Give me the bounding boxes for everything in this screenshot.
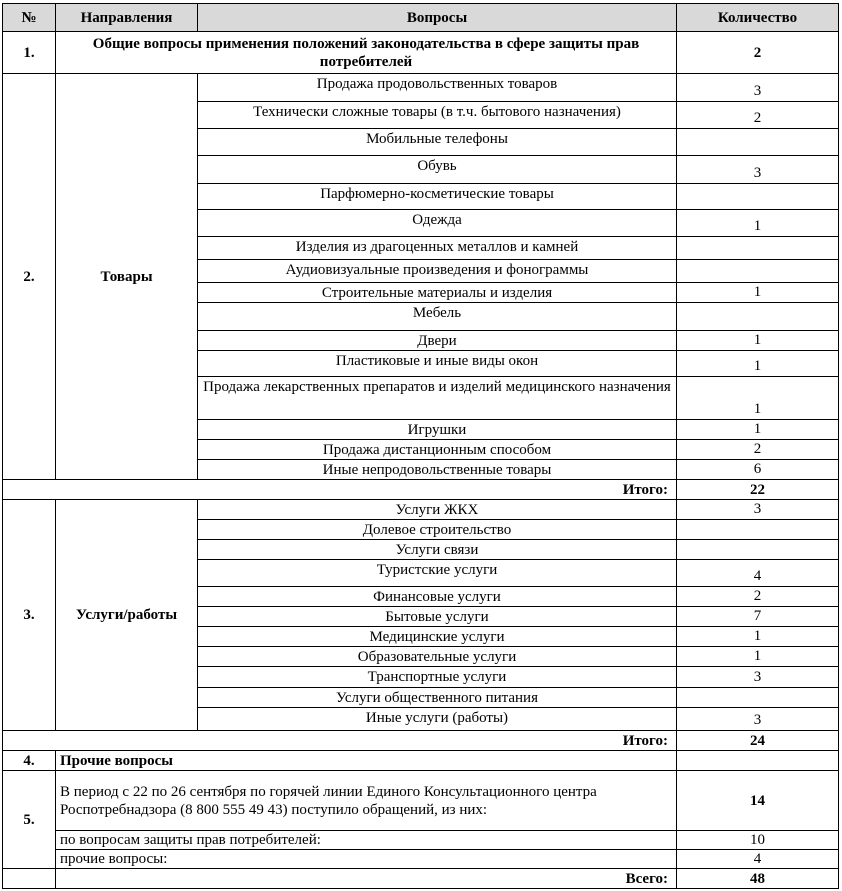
- table-row: [3, 869, 839, 889]
- consumer-questions-table: [2, 3, 839, 889]
- section-direction: Услуги/работы: [56, 500, 198, 731]
- count-cell: [677, 688, 839, 708]
- count-cell: 1: [677, 377, 839, 420]
- question-cell: Аудиовизуальные произведения и фонограммы: [198, 260, 677, 283]
- question-cell: Строительные материалы и изделия: [198, 283, 677, 303]
- question-cell: Игрушки: [198, 420, 677, 440]
- count-cell: 3: [677, 500, 839, 520]
- question-cell: Мебель: [198, 303, 677, 331]
- count-cell: 2: [677, 440, 839, 460]
- count-cell: [677, 184, 839, 210]
- row-num: 1.: [3, 32, 56, 74]
- question-cell: Продажа дистанционным способом: [198, 440, 677, 460]
- question-cell: Услуги общественного питания: [198, 688, 677, 708]
- question-cell: Бытовые услуги: [198, 607, 677, 627]
- question-cell: Пластиковые и иные виды окон: [198, 351, 677, 377]
- count-cell: 4: [677, 560, 839, 587]
- row-count: 14: [677, 771, 839, 831]
- section-direction: Товары: [56, 74, 198, 480]
- question-cell: Мобильные телефоны: [198, 129, 677, 156]
- question-cell: Туристские услуги: [198, 560, 677, 587]
- question-cell: Технически сложные товары (в т.ч. бытового назначения): [198, 102, 677, 129]
- header-row: [3, 4, 839, 32]
- table-row: [3, 32, 839, 74]
- table-row: [3, 771, 839, 831]
- count-cell: [677, 129, 839, 156]
- row-count: 2: [677, 32, 839, 74]
- row-text: Прочие вопросы: [56, 751, 677, 771]
- question-cell: Финансовые услуги: [198, 587, 677, 607]
- question-cell: Образовательные услуги: [198, 647, 677, 667]
- count-cell: 3: [677, 74, 839, 102]
- count-cell: 6: [677, 460, 839, 480]
- subtotal-label: Итого:: [3, 480, 677, 500]
- header-questions: Вопросы: [198, 4, 677, 32]
- row-num: 4.: [3, 751, 56, 771]
- count-cell: 7: [677, 607, 839, 627]
- count-cell: 1: [677, 351, 839, 377]
- empty-cell: [3, 869, 56, 889]
- row-count: [677, 751, 839, 771]
- question-cell: Парфюмерно-косметические товары: [198, 184, 677, 210]
- question-cell: Долевое строительство: [198, 520, 677, 540]
- sub-question: прочие вопросы:: [56, 850, 677, 869]
- count-cell: 1: [677, 627, 839, 647]
- sub-count: 10: [677, 831, 839, 850]
- question-cell: Иные услуги (работы): [198, 708, 677, 731]
- header-num: №: [3, 4, 56, 32]
- count-cell: 3: [677, 708, 839, 731]
- count-cell: 1: [677, 331, 839, 351]
- table-row: [3, 500, 839, 520]
- table-row: [3, 74, 839, 102]
- count-cell: 1: [677, 647, 839, 667]
- question-cell: Услуги связи: [198, 540, 677, 560]
- question-cell: Двери: [198, 331, 677, 351]
- table-row: [3, 751, 839, 771]
- subtotal-value: 22: [677, 480, 839, 500]
- table-row: [3, 831, 839, 850]
- subtotal-value: 24: [677, 731, 839, 751]
- question-cell: Обувь: [198, 156, 677, 184]
- table-row: [3, 731, 839, 751]
- subtotal-label: Итого:: [3, 731, 677, 751]
- header-direction: Направления: [56, 4, 198, 32]
- count-cell: [677, 260, 839, 283]
- row-text: В период с 22 по 26 сентября по горячей линии Единого Консультационного центра Роспотребнадзора (8 800 555 49 43) поступило обращений, из них:: [56, 771, 677, 831]
- row-text: Общие вопросы применения положений законодательства в сфере защиты прав потребителей: [56, 32, 677, 74]
- sub-count: 4: [677, 850, 839, 869]
- question-cell: Одежда: [198, 210, 677, 237]
- question-cell: Продажа лекарственных препаратов и изделий медицинского назначения: [198, 377, 677, 420]
- count-cell: [677, 237, 839, 260]
- question-cell: Изделия из драгоценных металлов и камней: [198, 237, 677, 260]
- sub-question: по вопросам защиты прав потребителей:: [56, 831, 677, 850]
- grand-total-label: Всего:: [56, 869, 677, 889]
- section-num: 3.: [3, 500, 56, 731]
- count-cell: [677, 540, 839, 560]
- question-cell: Медицинские услуги: [198, 627, 677, 647]
- count-cell: [677, 303, 839, 331]
- count-cell: 1: [677, 210, 839, 237]
- table-row: [3, 850, 839, 869]
- section-num: 2.: [3, 74, 56, 480]
- grand-total-value: 48: [677, 869, 839, 889]
- table-row: [3, 480, 839, 500]
- question-cell: Транспортные услуги: [198, 667, 677, 688]
- question-cell: Продажа продовольственных товаров: [198, 74, 677, 102]
- row-num: 5.: [3, 771, 56, 869]
- count-cell: 2: [677, 102, 839, 129]
- question-cell: Иные непродовольственные товары: [198, 460, 677, 480]
- count-cell: 1: [677, 420, 839, 440]
- count-cell: 3: [677, 156, 839, 184]
- count-cell: 2: [677, 587, 839, 607]
- count-cell: [677, 520, 839, 540]
- count-cell: 1: [677, 283, 839, 303]
- header-count: Количество: [677, 4, 839, 32]
- question-cell: Услуги ЖКХ: [198, 500, 677, 520]
- count-cell: 3: [677, 667, 839, 688]
